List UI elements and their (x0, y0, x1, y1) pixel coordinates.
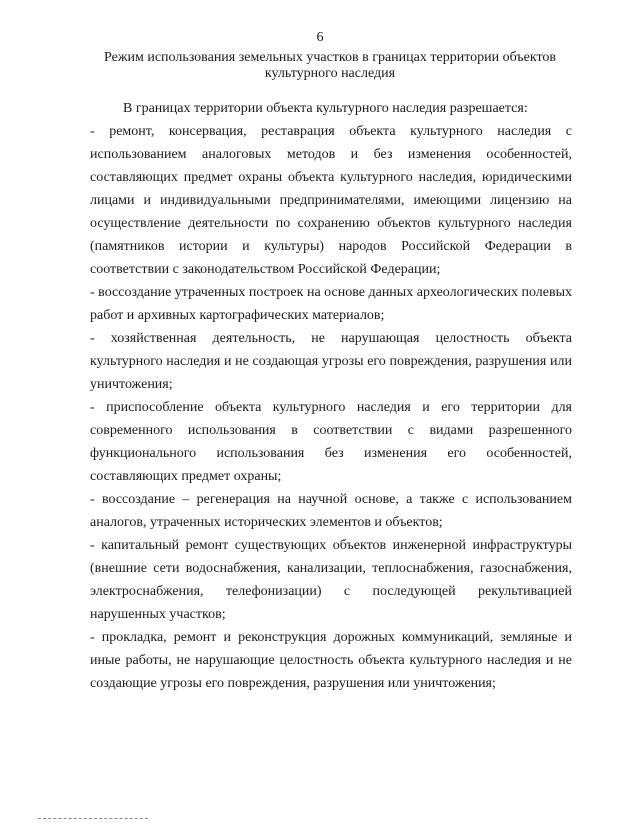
list-item: - прокладка, ремонт и реконструкция дорожных коммуникаций, земляные и иные работы, не нарушающие целостность объекта культурного наследия и не создающие угрозы его повреждения, разрушения или уничтожения; (90, 630, 572, 691)
section-heading: Режим использования земельных участков в границах территории объектов культурного наследия (104, 50, 556, 81)
list-item: - хозяйственная деятельность, не нарушающая целостность объекта культурного наследия и не создающая угрозы его повреждения, разрушения или уничтожения; (90, 331, 572, 392)
list-item: - ремонт, консервация, реставрация объекта культурного наследия с использованием аналоговых методов и без изменения особенностей, составляющих предмет охраны объекта культурного наследия, юридическими лицами и индивидуальными предпринимателями, имеющими лицензию на осуществление деятельности по сохранению объектов культурного наследия (памятников истории и культуры) народов Российской Федерации в соответствии с законодательством Российской Федерации; (90, 124, 572, 277)
list-item: - воссоздание утраченных построек на основе данных археологических полевых работ и архивных картографических материалов; (90, 285, 572, 323)
page-number: 6 (316, 30, 324, 45)
document-body (90, 97, 572, 695)
intro-paragraph: В границах территории объекта культурного наследия разрешается: (123, 101, 528, 116)
list-item: - приспособление объекта культурного наследия и его территории для современного использования в соответствии с видами разрешенного функционального использования без изменения его особенностей, составляющих предмет охраны; (90, 400, 572, 484)
list-item: - воссоздание – регенерация на научной основе, а также с использованием аналогов, утраченных исторических элементов и объектов; (90, 492, 572, 530)
footer-rule (38, 818, 148, 819)
list-item: - капитальный ремонт существующих объектов инженерной инфраструктуры (внешние сети водоснабжения, канализации, теплоснабжения, газоснабжения, электроснабжения, телефонизации) с последующей рекультивацией нарушенных участков; (90, 538, 572, 622)
